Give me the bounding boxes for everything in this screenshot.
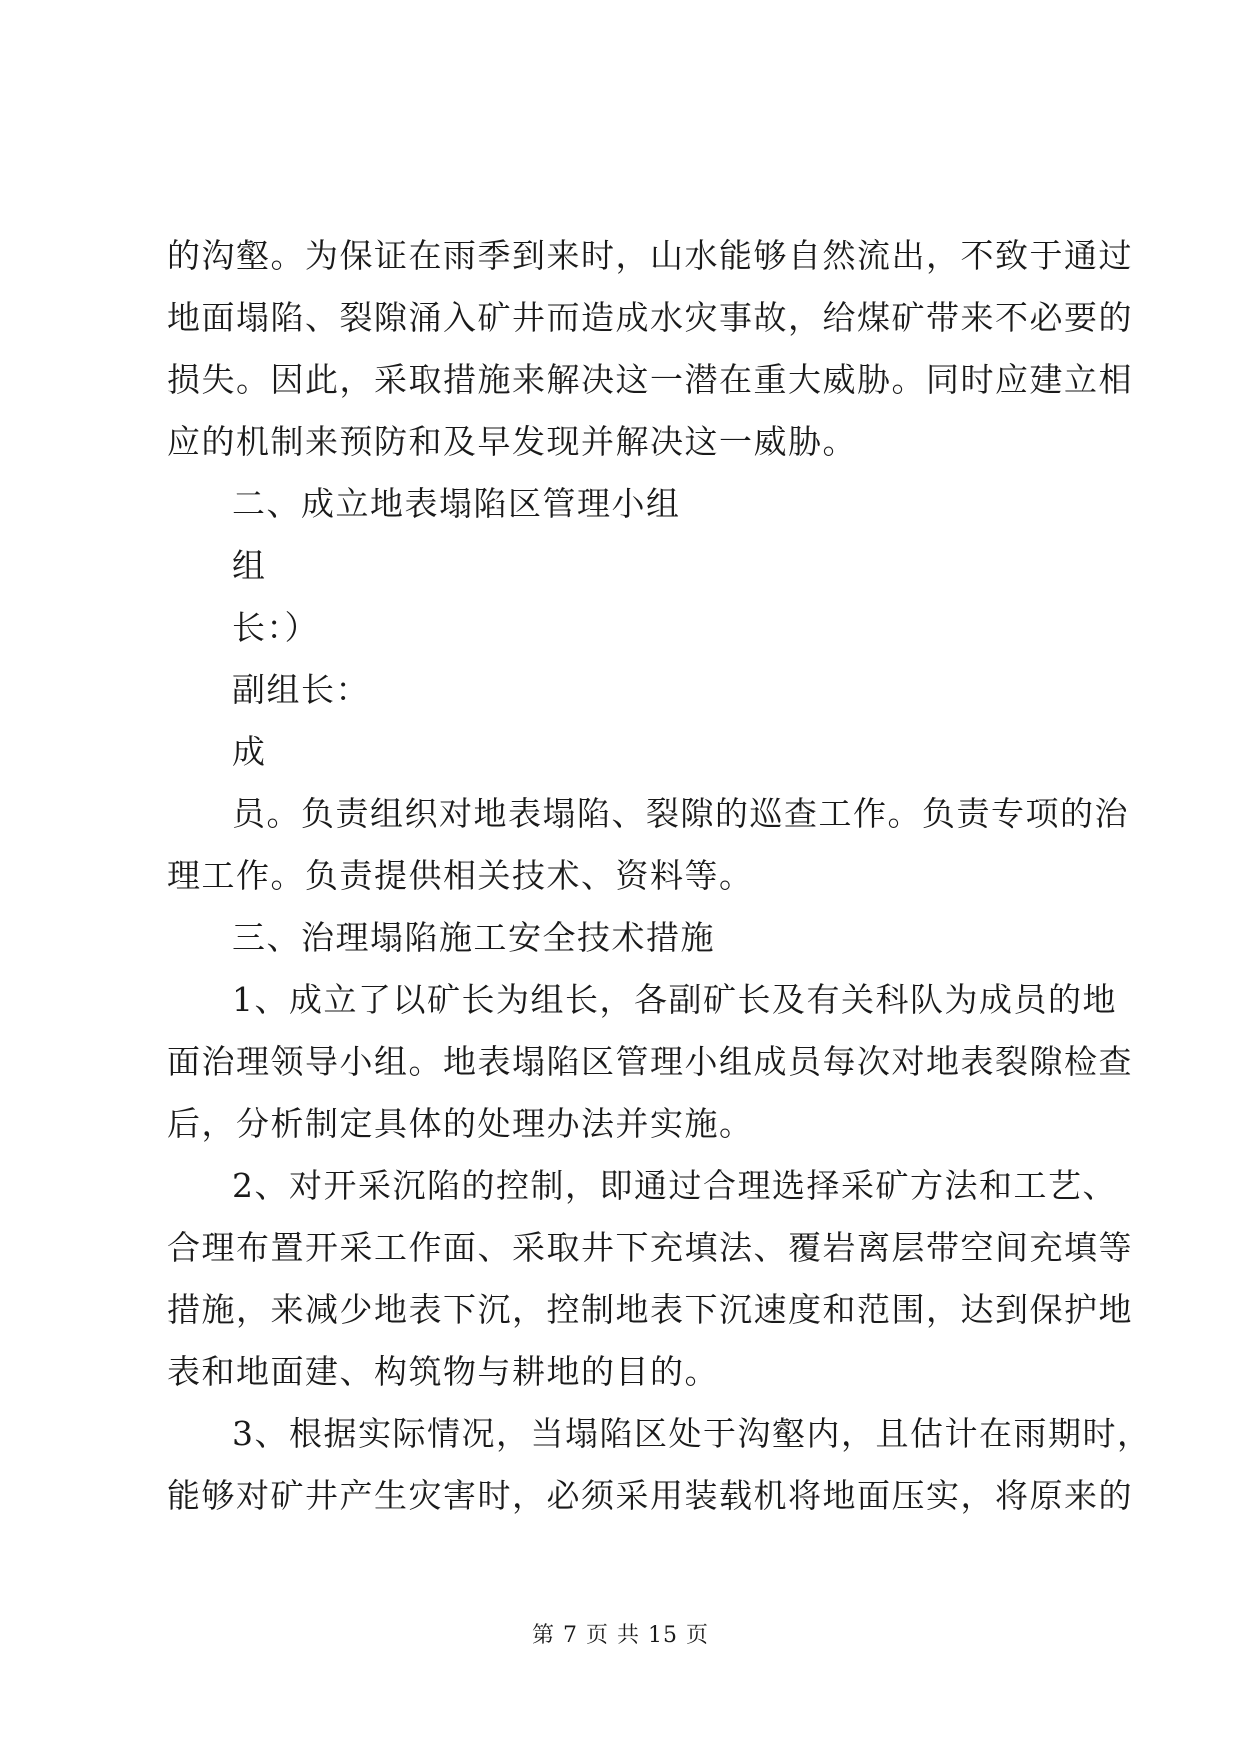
text-line: 成 <box>232 732 267 771</box>
text-line: 应的机制来预防和及早发现并解决这一威胁。 <box>167 422 857 461</box>
text-line: 损失。因此，采取措施来解决这一潜在重大威胁。同时应建立相 <box>167 360 1133 399</box>
text-line: 3、根据实际情况，当塌陷区处于沟壑内，且估计在雨期时， <box>232 1414 1152 1453</box>
text-line: 组 <box>232 546 267 585</box>
text-line: 的沟壑。为保证在雨季到来时，山水能够自然流出，不致于通过 <box>167 236 1133 275</box>
document-body <box>167 225 1152 1527</box>
section-heading: 三、治理塌陷施工安全技术措施 <box>232 918 715 957</box>
text-line: 面治理领导小组。地表塌陷区管理小组成员每次对地表裂隙检查 <box>167 1042 1133 1081</box>
text-line: 副组长： <box>232 670 370 709</box>
section-heading: 二、成立地表塌陷区管理小组 <box>232 484 681 523</box>
text-line: 后，分析制定具体的处理办法并实施。 <box>167 1104 754 1143</box>
text-line: 能够对矿井产生灾害时，必须采用装载机将地面压实，将原来的 <box>167 1476 1133 1515</box>
text-line: 理工作。负责提供相关技术、资料等。 <box>167 856 754 895</box>
text-line: 合理布置开采工作面、采取井下充填法、覆岩离层带空间充填等 <box>167 1228 1133 1267</box>
page-number-footer: 第 7 页 共 15 页 <box>532 1623 709 1648</box>
text-line: 措施，来减少地表下沉，控制地表下沉速度和范围，达到保护地 <box>167 1290 1133 1329</box>
text-line: 表和地面建、构筑物与耕地的目的。 <box>167 1352 719 1391</box>
text-line: 长：） <box>232 608 319 647</box>
text-line: 地面塌陷、裂隙涌入矿井而造成水灾事故，给煤矿带来不必要的 <box>167 298 1133 337</box>
text-line: 员。负责组织对地表塌陷、裂隙的巡查工作。负责专项的治 <box>232 794 1129 833</box>
text-line: 2、对开采沉陷的控制，即通过合理选择采矿方法和工艺、 <box>232 1166 1117 1205</box>
text-line: 1、成立了以矿长为组长，各副矿长及有关科队为成员的地 <box>232 980 1117 1019</box>
